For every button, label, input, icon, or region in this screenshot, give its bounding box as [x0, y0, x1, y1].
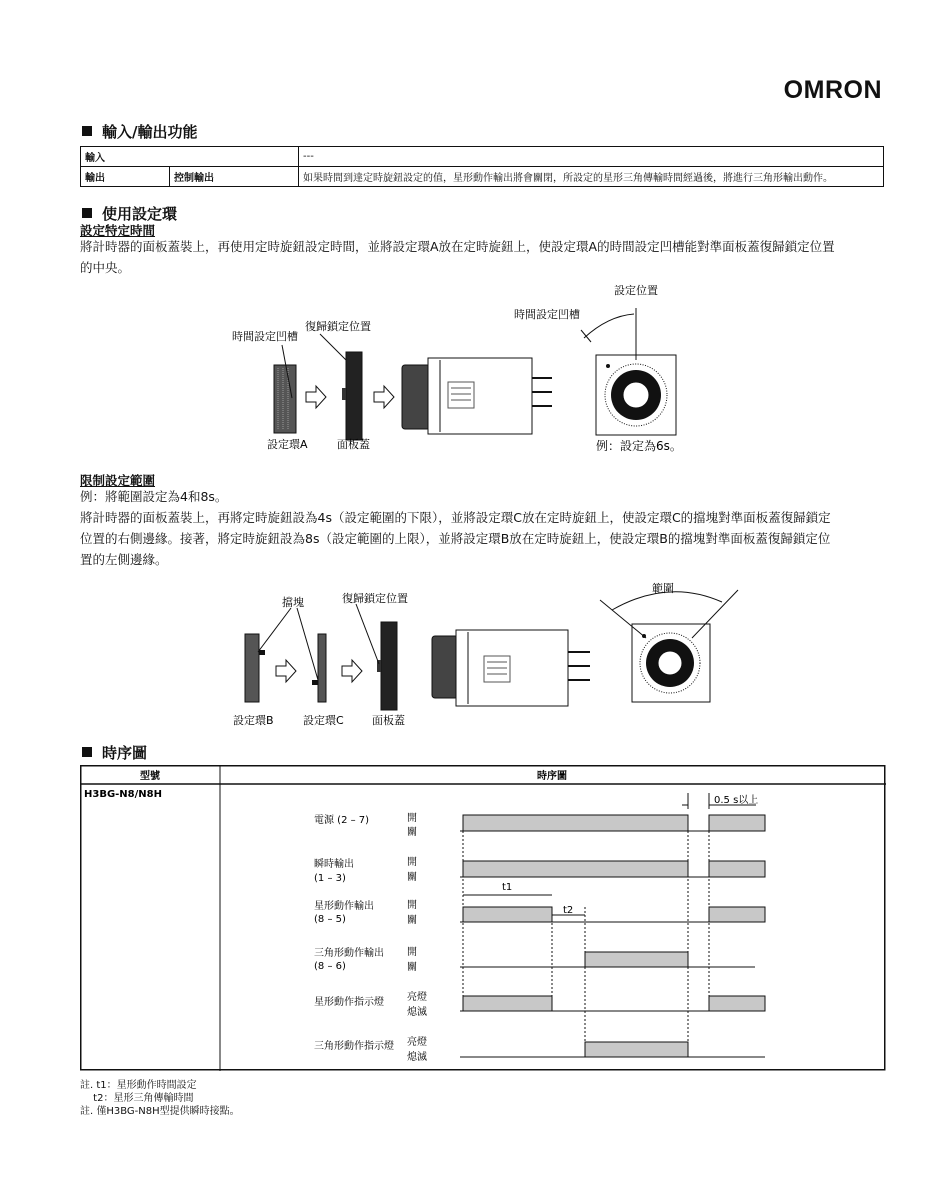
signal-on: 開 [407, 857, 417, 868]
signal-name-pins: (1 – 3) [314, 873, 346, 884]
signal-name-pins: (8 – 6) [314, 961, 346, 972]
signal-off: 關 [407, 827, 417, 838]
panel-cover-label: 面板蓋 [337, 438, 370, 451]
range-heading: 限制設定範圍 [80, 473, 156, 488]
square-bullet-icon [82, 126, 92, 136]
specific-heading: 設定特定時間 [80, 223, 156, 238]
timer-knob-shape [402, 365, 430, 429]
set-position-label: 設定位置 [614, 284, 658, 297]
ring-c-label: 設定環C [303, 714, 344, 727]
specific-paragraph: 將計時器的面板蓋裝上，再使用定時旋鈕設定時間，並將設定環A放在定時旋鈕上，使設定環A的時間設定凹槽能對準面板蓋復歸鎖定位置 的中央。 [80, 239, 835, 275]
square-bullet-icon [82, 208, 92, 218]
ring-a-label: 設定環A [267, 438, 308, 451]
signal-name-pins: (8 – 5) [314, 914, 346, 925]
col-chart-header: 時序圖 [537, 771, 567, 782]
t1-label: t1 [502, 882, 513, 893]
signal-name: 瞬時輸出 [314, 859, 354, 870]
io-table [80, 146, 884, 187]
arrow-right-icon [276, 660, 296, 682]
io-cell: --- [299, 147, 884, 167]
reset-lock-label: 復歸鎖定位置 [342, 592, 408, 605]
arrow-right-icon [374, 386, 394, 408]
panel-cover-shape [381, 622, 397, 710]
table-row [81, 167, 884, 187]
reset-lock-label: 復歸鎖定位置 [305, 320, 371, 333]
ring-c-shape [318, 634, 326, 702]
panel-cover-label: 面板蓋 [372, 714, 405, 727]
signal-name: 三角形動作輸出 [314, 948, 384, 959]
arrow-right-icon [342, 660, 362, 682]
signal-off: 熄滅 [407, 1052, 427, 1063]
ring-b-shape [245, 634, 259, 702]
io-section-title: 輸入/輸出功能 [82, 121, 197, 142]
signal-on: 開 [407, 947, 417, 958]
signal-off: 熄滅 [407, 1007, 427, 1018]
timer-body-shape [456, 630, 568, 706]
io-cell: 輸出 [81, 167, 170, 187]
ring-b-label: 設定環B [233, 714, 274, 727]
signal-name: 三角形動作指示燈 [314, 1041, 394, 1052]
signal-name: 星形動作輸出 [314, 901, 374, 912]
table-row [81, 147, 884, 167]
col-model-header: 型號 [140, 771, 160, 782]
model-name: H3BG-N8/N8H [84, 789, 162, 800]
range-paragraph: 例：將範圍設定為4和8s。 將計時器的面板蓋裝上，再將定時旋鈕設為4s（設定範圍的下限），並將設定環C放在定時旋鈕上，使設定環C的擋塊對準面板蓋復歸鎖定 位置的右側邊緣。接著，將定時旋鈕設為8s（設定範圍的上限），並將設定環B放在定時旋鈕上，使設定環B的擋塊對準面板蓋復歸鎖定位 置的左側邊緣。 [80, 489, 831, 567]
io-cell: 控制輸出 [170, 167, 299, 187]
ring-section-title: 使用設定環 [82, 203, 177, 224]
omron-logo: OMRON [783, 76, 882, 104]
example-label: 例：設定為6s。 [596, 439, 682, 453]
ring-a-shape [274, 365, 296, 433]
stopper-label: 擋塊 [282, 596, 304, 609]
signal-name: 星形動作指示燈 [314, 997, 384, 1008]
timer-body-shape [428, 358, 532, 434]
io-cell: 輸入 [81, 147, 299, 167]
signal-on: 亮燈 [407, 992, 427, 1003]
t2-label: t2 [563, 905, 574, 916]
signal-on: 開 [407, 900, 417, 911]
groove-right-label: 時間設定凹槽 [514, 308, 580, 321]
signal-on: 亮燈 [407, 1037, 427, 1048]
range-label: 範圍 [652, 582, 674, 595]
specific-time-diagram [0, 280, 930, 455]
square-bullet-icon [82, 747, 92, 757]
timing-chart [80, 765, 886, 1071]
signal-off: 關 [407, 872, 417, 883]
io-cell: 如果時間到達定時旋鈕設定的值，星形動作輸出將會關閉，所設定的星形三角傳輸時間經過後，將進行三角形輸出動作。 [299, 167, 884, 187]
range-diagram [0, 580, 930, 735]
timer-knob-shape [432, 636, 458, 698]
signal-name: 電源 (2 – 7) [314, 815, 370, 826]
groove-label: 時間設定凹槽 [232, 330, 298, 343]
min-interval-label: 0.5 s以上 [714, 795, 759, 806]
timing-notes: 註. t1：星形動作時間設定 t2：星形三角傳輸時間 註. 僅H3BG-N8H型提供瞬時接點。 [80, 1080, 240, 1117]
arrow-right-icon [306, 386, 326, 408]
panel-cover-shape [346, 352, 362, 440]
timing-section-title: 時序圖 [82, 742, 147, 763]
signal-on: 開 [407, 813, 417, 824]
signal-off: 關 [407, 915, 417, 926]
signal-off: 關 [407, 962, 417, 973]
